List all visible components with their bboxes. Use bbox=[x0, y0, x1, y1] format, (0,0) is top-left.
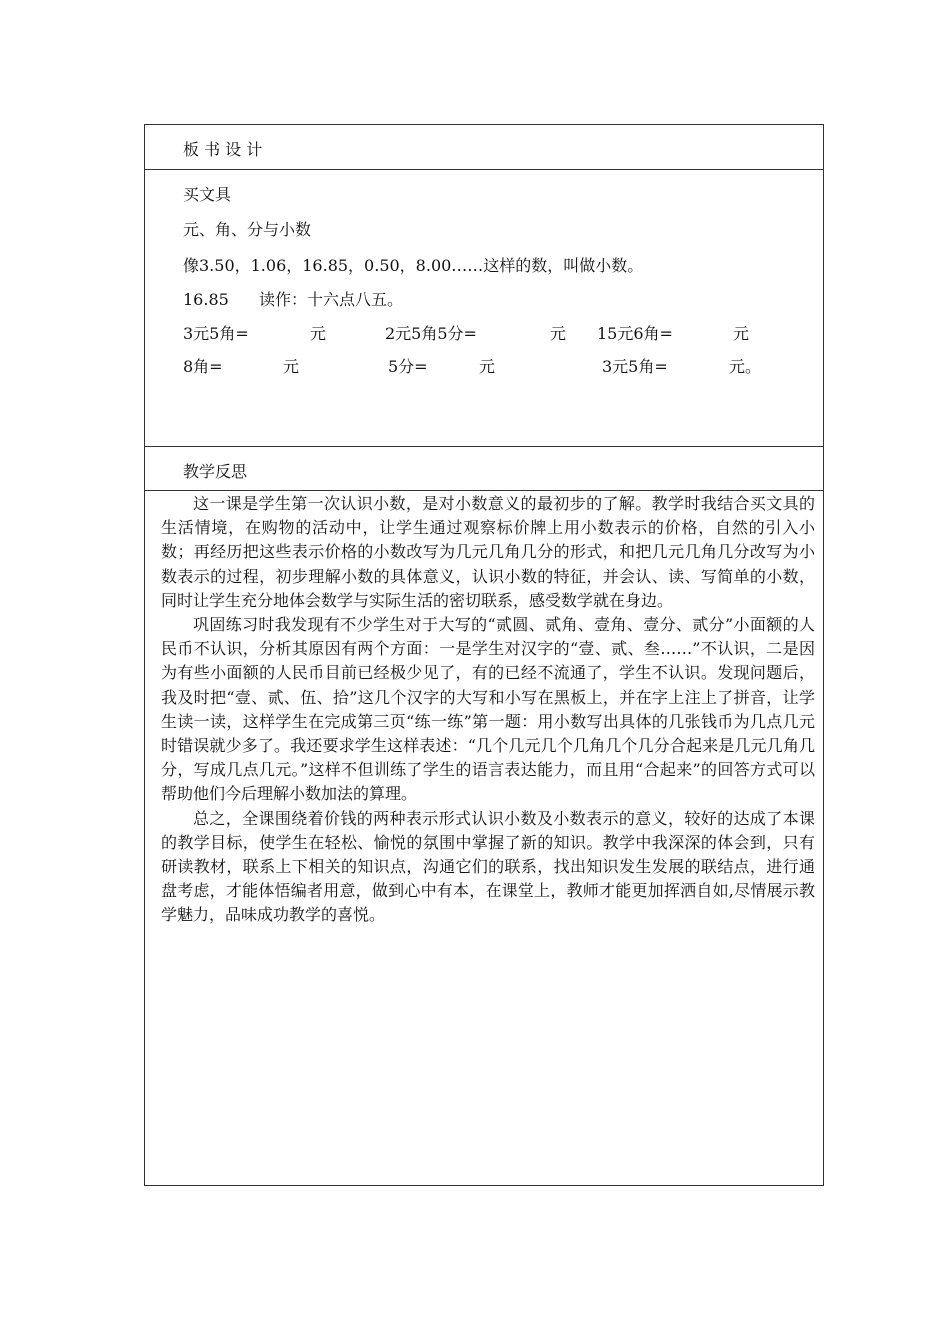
exercise-3-unit: 元 bbox=[733, 324, 750, 343]
exercise-6: 3元5角= bbox=[602, 357, 668, 376]
exercise-4: 8角= bbox=[183, 357, 223, 376]
exercise-6-unit: 元。 bbox=[729, 357, 762, 376]
reading-number: 16.85 bbox=[183, 290, 229, 309]
reflection-title: 教学反思 bbox=[183, 462, 248, 481]
divider bbox=[145, 169, 823, 170]
exercise-5: 5分= bbox=[388, 357, 428, 376]
exercise-2-unit: 元 bbox=[550, 324, 567, 343]
divider bbox=[145, 446, 823, 447]
reading-text: 读作：十六点八五。 bbox=[259, 290, 404, 309]
reflection-paragraph: 这一课是学生第一次认识小数，是对小数意义的最初步的了解。教学时我结合买文具的生活情境，在购物的活动中，让学生通过观察标价牌上用小数表示的价格，自然的引入小数；再经历把这些表示价格的小数改写为几元几角几分的形式，和把几元几角几分改写为小数表示的过程，初步理解小数的具体意义，认识小数的特征，并会认、读、写简单的小数，同时让学生充分地体会数学与实际生活的密切联系，感受数学就在身边。 bbox=[161, 494, 815, 610]
board-line-subtitle: 元、角、分与小数 bbox=[183, 220, 312, 239]
exercise-5-unit: 元 bbox=[479, 357, 496, 376]
board-line-definition: 像3.50，1.06，16.85，0.50，8.00……这样的数，叫做小数。 bbox=[183, 256, 644, 275]
lesson-table bbox=[144, 124, 824, 1186]
exercise-4-unit: 元 bbox=[283, 357, 300, 376]
divider bbox=[145, 490, 823, 491]
exercise-3: 15元6角= bbox=[597, 324, 673, 343]
exercise-2: 2元5角5分= bbox=[385, 324, 477, 343]
reflection-paragraph: 总之，全课围绕着价钱的两种表示形式认识小数及小数表示的意义，较好的达成了本课的教学目标，使学生在轻松、愉悦的氛围中掌握了新的知识。教学中我深深的体会到，只有研读教材，联系上下相关的知识点，沟通它们的联系，找出知识发生发展的联结点，进行通盘考虑，才能体悟编者用意，做到心中有本，在课堂上，教师才能更加挥洒自如,尽情展示教学魅力，品味成功教学的喜悦。 bbox=[161, 808, 815, 925]
reflection-body bbox=[161, 492, 815, 928]
exercise-1: 3元5角= bbox=[183, 324, 249, 343]
board-design-title: 板 书 设 计 bbox=[183, 140, 263, 159]
reflection-paragraph: 巩固练习时我发现有不少学生对于大写的“贰圆、贰角、壹角、壹分、贰分”小面额的人民币不认识，分析其原因有两个方面：一是学生对汉字的“壹、贰、叁……”不认识，二是因为有些小面额的人民币目前已经极少见了，有的已经不流通了，学生不认识。发现问题后，我及时把“壹、贰、伍、拾”这几个汉字的大写和小写在黑板上，并在字上注上了拼音，让学生读一读，这样学生在完成第三页“练一练”第一题：用小数写出具体的几张钱币为几点几元时错误就少多了。我还要求学生这样表述：“几个几元几个几角几个几分合起来是几元几角几分，写成几点几元。”这样不但训练了学生的语言表达能力，而且用“合起来”的回答方式可以帮助他们今后理解小数加法的算理。 bbox=[161, 615, 815, 804]
exercise-1-unit: 元 bbox=[310, 324, 327, 343]
board-line-topic: 买文具 bbox=[183, 185, 232, 204]
